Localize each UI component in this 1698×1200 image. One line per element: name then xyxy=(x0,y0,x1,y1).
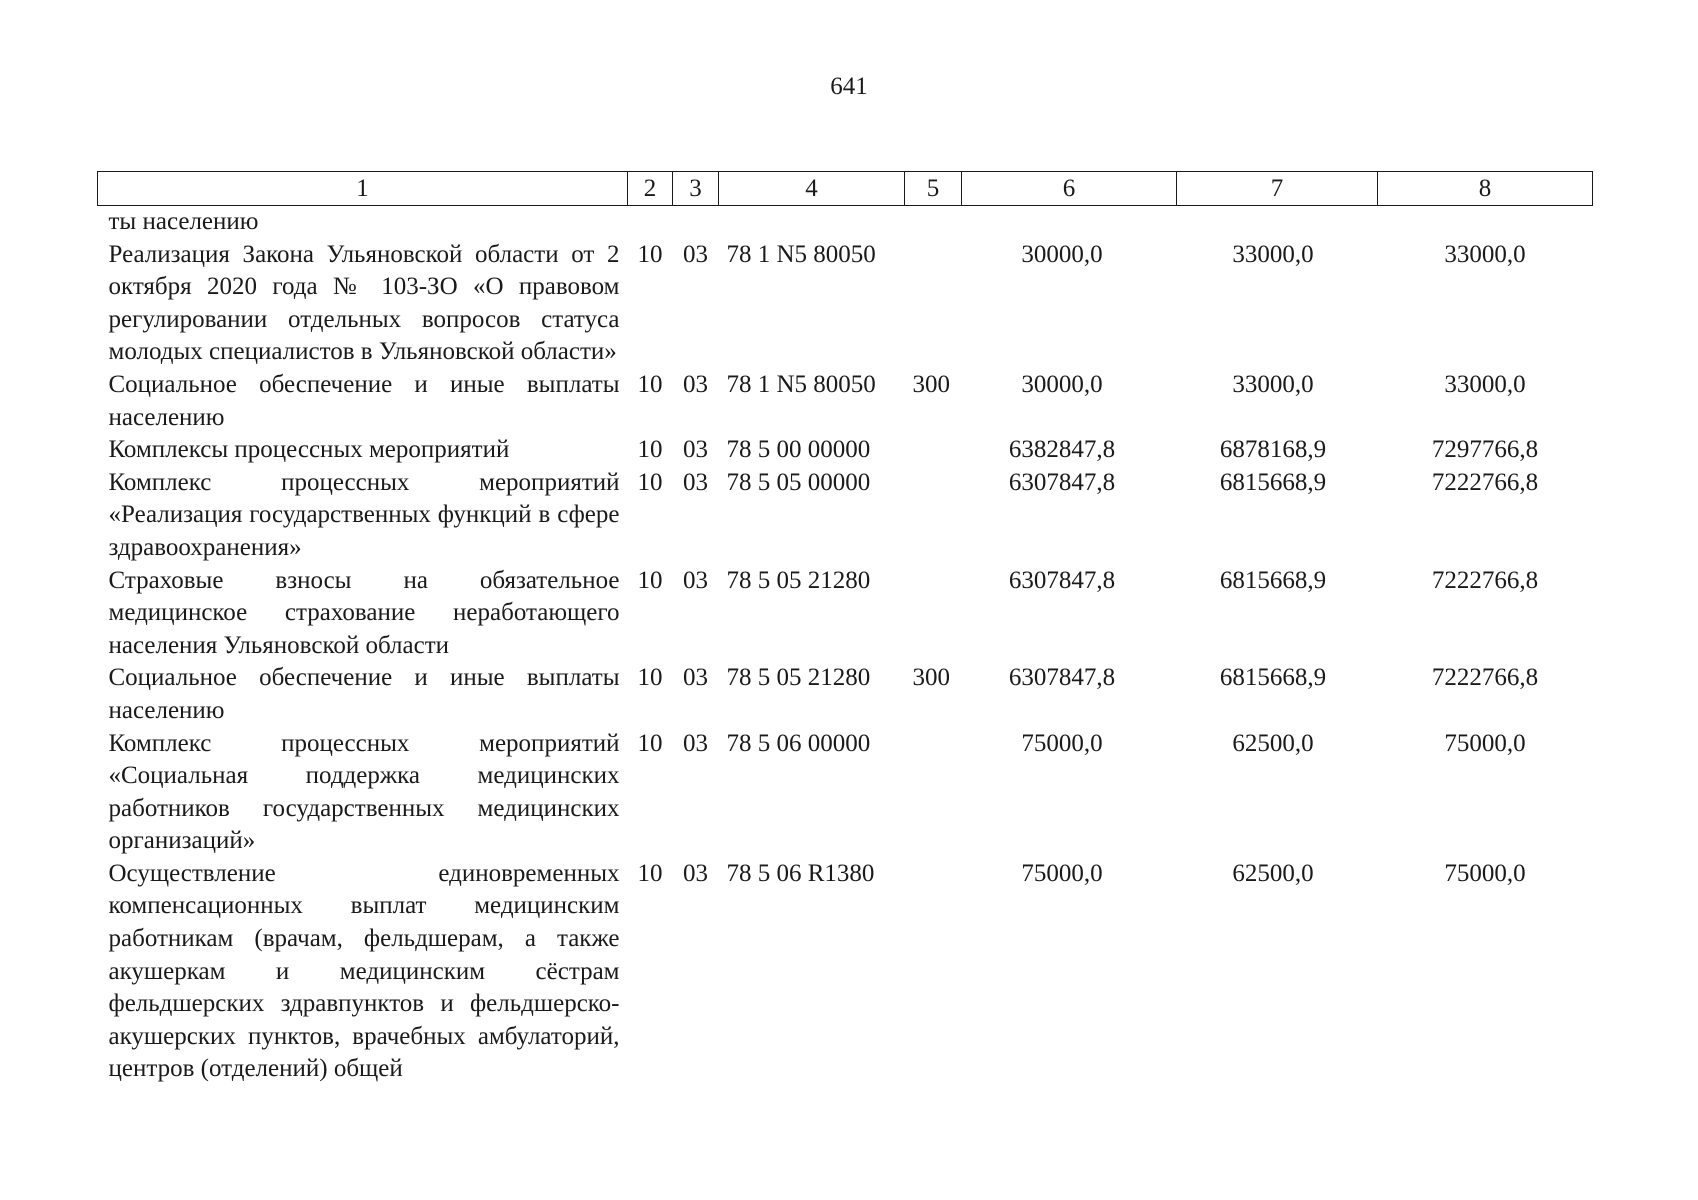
page-number: 641 xyxy=(830,73,868,100)
budget-table xyxy=(97,171,1593,1086)
row-target-article: 78 5 05 21280 xyxy=(726,664,871,692)
table-row xyxy=(98,565,1593,663)
table-row xyxy=(98,239,1593,369)
row-section: 10 xyxy=(637,859,663,887)
header-col-8: 8 xyxy=(1378,172,1593,206)
header-col-3: 3 xyxy=(673,172,719,206)
table-row xyxy=(98,369,1593,434)
row-amount-col-7: 62500,0 xyxy=(1232,859,1314,887)
row-amount-col-6: 6307847,8 xyxy=(1008,664,1116,692)
row-subsection: 03 xyxy=(683,468,708,496)
table-row xyxy=(98,434,1593,467)
row-section: 10 xyxy=(637,436,663,464)
row-amount-col-6: 30000,0 xyxy=(1021,240,1103,268)
row-amount-col-6: 75000,0 xyxy=(1021,729,1103,757)
table-row xyxy=(98,858,1593,1086)
row-amount-col-8: 75000,0 xyxy=(1444,729,1526,757)
header-col-5: 5 xyxy=(905,172,962,206)
row-expense-type xyxy=(905,467,962,565)
row-target-article: 78 1 N5 80050 xyxy=(726,370,876,398)
row-amount-col-7: 62500,0 xyxy=(1232,729,1314,757)
row-amount-col-7: 6815668,9 xyxy=(1219,566,1327,594)
row-amount-col-8: 75000,0 xyxy=(1444,859,1526,887)
row-subsection: 03 xyxy=(683,566,708,594)
row-amount-col-8: 7222766,8 xyxy=(1431,566,1539,594)
table-row xyxy=(98,662,1593,727)
continued-row xyxy=(98,206,1593,239)
row-section: 10 xyxy=(637,370,663,398)
row-target-article: 78 5 00 00000 xyxy=(726,436,871,464)
row-amount-col-7: 33000,0 xyxy=(1232,240,1314,268)
row-name: Социальное обеспечение и иные выплаты населению xyxy=(108,664,620,724)
row-section: 10 xyxy=(637,729,663,757)
continued-text: ты населению xyxy=(108,208,259,235)
row-expense-type: 300 xyxy=(912,664,950,692)
row-expense-type: 300 xyxy=(912,370,950,398)
row-amount-col-8: 33000,0 xyxy=(1444,370,1526,398)
row-amount-col-7: 6815668,9 xyxy=(1219,468,1327,496)
row-target-article: 78 1 N5 80050 xyxy=(726,240,876,268)
header-col-7: 7 xyxy=(1177,172,1378,206)
row-name: Реализация Закона Ульяновской области от 2 октября 2020 года № 103-ЗО «О правовом регулировании отдельных вопросов статуса молодых специалистов в Ульяновской области» xyxy=(108,240,620,366)
row-amount-col-6: 6307847,8 xyxy=(1008,468,1116,496)
row-expense-type xyxy=(905,858,962,1086)
row-name: Социальное обеспечение и иные выплаты населению xyxy=(108,370,620,431)
row-name: Страховые взносы на обязательное медицинское страхование неработающего населения Ульяновской области xyxy=(108,566,620,659)
row-target-article: 78 5 06 00000 xyxy=(726,729,871,757)
row-subsection: 03 xyxy=(683,664,708,692)
row-amount-col-7: 6815668,9 xyxy=(1219,664,1327,692)
row-expense-type xyxy=(905,239,962,369)
row-name: Осуществление единовременных компенсационных выплат медицинским работникам (врачам, фельдшерам, а также акушеркам и медицинским сёстрам фельдшерских здравпунктов и фельдшерско-акушерских пунктов, врачебных амбулаторий, центров (отделений) общей xyxy=(108,859,620,1083)
row-target-article: 78 5 05 00000 xyxy=(726,468,871,496)
row-amount-col-8: 33000,0 xyxy=(1444,240,1526,268)
row-subsection: 03 xyxy=(683,436,708,464)
header-col-4: 4 xyxy=(719,172,905,206)
header-col-2: 2 xyxy=(628,172,673,206)
table-header xyxy=(98,172,1593,206)
row-amount-col-8: 7297766,8 xyxy=(1431,436,1539,464)
table-row xyxy=(98,467,1593,565)
row-subsection: 03 xyxy=(683,859,708,887)
row-name: Комплексы процессных мероприятий xyxy=(108,436,510,464)
row-section: 10 xyxy=(637,240,663,268)
header-col-1: 1 xyxy=(98,172,628,206)
row-expense-type xyxy=(905,434,962,467)
row-name: Комплекс процессных мероприятий «Реализация государственных функций в сфере здравоохранения» xyxy=(108,468,620,561)
header-row xyxy=(98,172,1593,206)
row-amount-col-8: 7222766,8 xyxy=(1431,664,1539,692)
row-amount-col-6: 6307847,8 xyxy=(1008,566,1116,594)
row-amount-col-7: 33000,0 xyxy=(1232,370,1314,398)
row-section: 10 xyxy=(637,468,663,496)
row-amount-col-6: 75000,0 xyxy=(1021,859,1103,887)
row-target-article: 78 5 06 R1380 xyxy=(726,859,875,887)
row-target-article: 78 5 05 21280 xyxy=(726,566,871,594)
table-body xyxy=(98,206,1593,1087)
row-expense-type xyxy=(905,565,962,663)
row-section: 10 xyxy=(637,566,663,594)
row-expense-type xyxy=(905,728,962,858)
header-col-6: 6 xyxy=(962,172,1177,206)
table-row xyxy=(98,728,1593,858)
row-subsection: 03 xyxy=(683,240,708,268)
row-amount-col-6: 30000,0 xyxy=(1021,370,1103,398)
row-subsection: 03 xyxy=(683,729,708,757)
row-amount-col-6: 6382847,8 xyxy=(1008,436,1116,464)
row-amount-col-7: 6878168,9 xyxy=(1219,436,1327,464)
row-subsection: 03 xyxy=(683,370,708,398)
row-amount-col-8: 7222766,8 xyxy=(1431,468,1539,496)
row-section: 10 xyxy=(637,664,663,692)
row-name: Комплекс процессных мероприятий «Социальная поддержка медицинских работников государственных медицинских организаций» xyxy=(108,729,620,855)
